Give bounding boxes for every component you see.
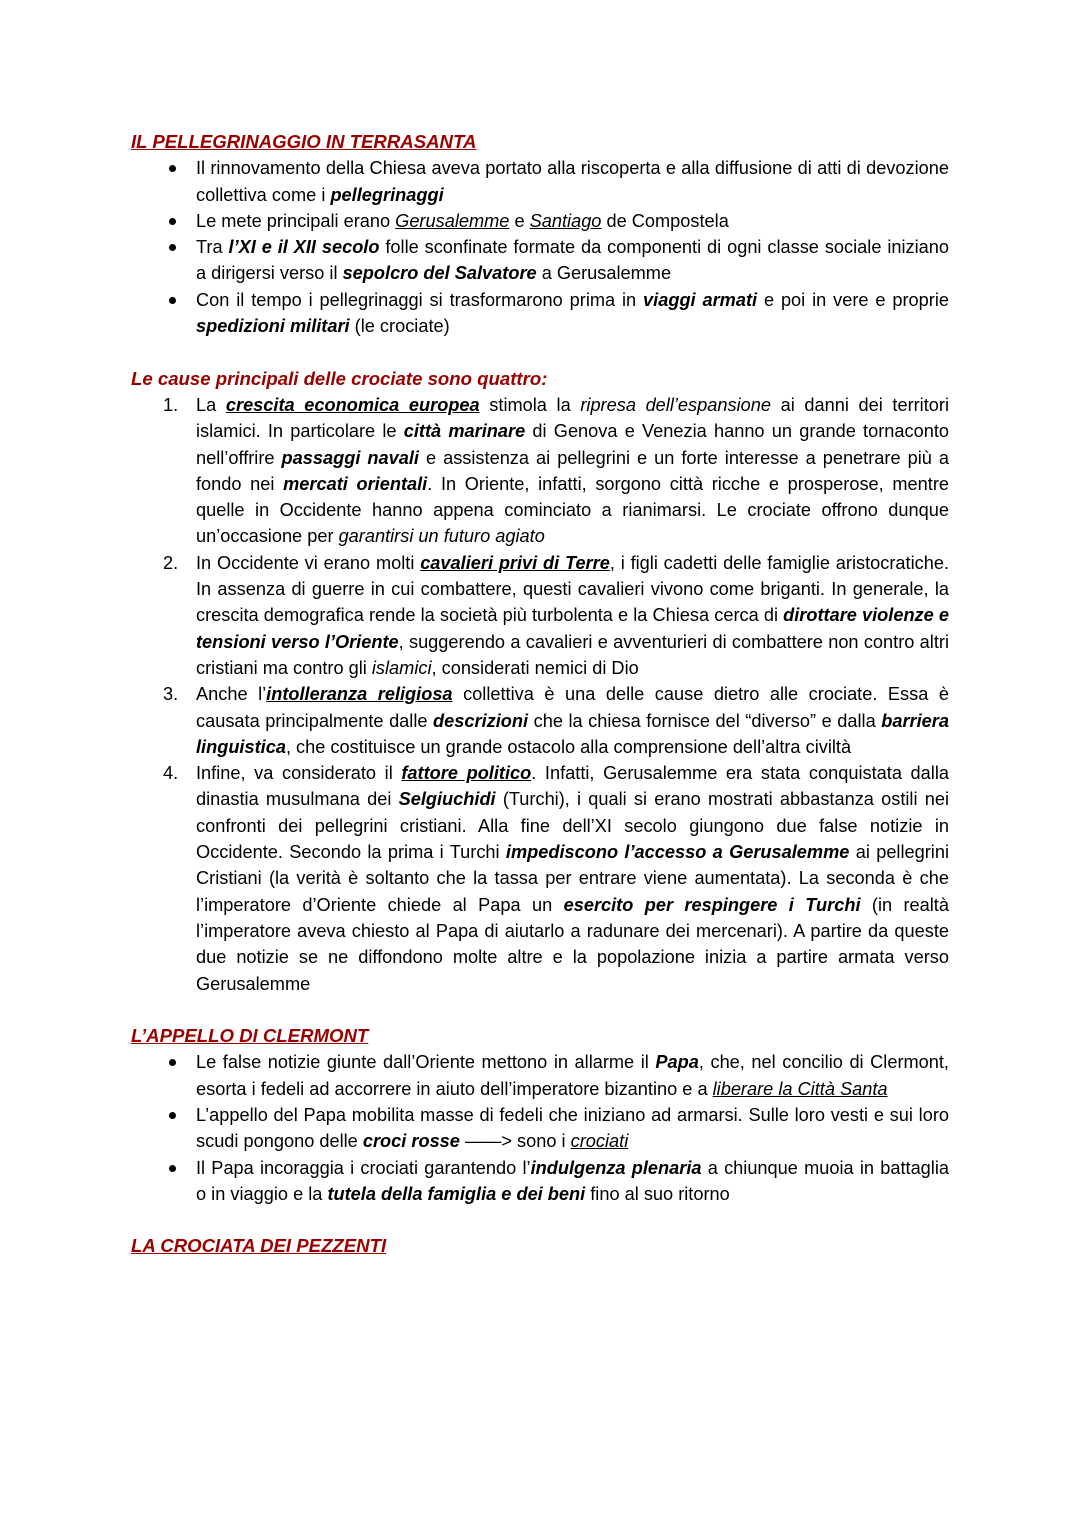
emphasized-text: fattore politico	[401, 763, 532, 784]
emphasized-text: dirottare violenze e tensioni verso l’Oriente	[196, 605, 949, 652]
body-text: L’appello del Papa mobilita masse di fedeli che iniziano ad armarsi. Sulle loro vesti e sui loro scudi pongono delle	[196, 1104, 949, 1152]
emphasized-text: Santiago	[529, 210, 602, 231]
list-item	[131, 1102, 949, 1155]
emphasized-text: l’XI e il XII secolo	[228, 237, 380, 258]
list-item	[131, 760, 949, 997]
body-text: che la chiesa fornisce del “diverso” e dalla	[528, 710, 882, 731]
cause-numbered-list	[131, 392, 949, 997]
spacer	[131, 339, 949, 365]
body-text: Anche l’	[196, 684, 267, 705]
list-number: 3.	[163, 684, 179, 705]
body-text: ai danni dei territori islamici. In particolare le	[196, 394, 949, 442]
body-text: Il rinnovamento della Chiesa aveva portato alla riscoperta e alla diffusione di atti di devozione collettiva come i	[196, 158, 949, 205]
list-number: 2.	[163, 552, 179, 573]
emphasized-text: Gerusalemme	[395, 210, 510, 231]
emphasized-text: passaggi navali	[281, 447, 419, 468]
list-item	[131, 234, 949, 287]
emphasized-text: crescita economica europea	[225, 394, 480, 415]
body-text: (Turchi), i quali si erano mostrati abbastanza ostili nei confronti dei pellegrini cristiani. Alla fine dell’XI secolo giungono due false notizie in Occidente. Secondo la prima i Turchi	[196, 789, 949, 863]
emphasized-text: mercati orientali	[283, 473, 428, 494]
body-text: , che costituisce un grande ostacolo alla comprensione dell’altra civiltà	[285, 736, 852, 757]
body-text: Il Papa incoraggia i crociati garantendo l’	[196, 1157, 531, 1178]
list-number: 4.	[163, 763, 179, 784]
list-item	[131, 1155, 949, 1208]
emphasized-text: impediscono l’accesso a Gerusalemme	[505, 842, 850, 863]
list-item	[131, 287, 949, 340]
emphasized-text: Selgiuchidi	[398, 789, 496, 810]
emphasized-text: esercito per respingere i Turchi	[563, 894, 861, 915]
bullet-icon	[169, 244, 176, 251]
emphasized-text: sepolcro del Salvatore	[342, 263, 537, 284]
body-text: fino al suo ritorno	[585, 1183, 730, 1204]
body-text: , considerati nemici di Dio	[431, 657, 639, 678]
section-heading-cause: Le cause principali delle crociate sono quattro:	[131, 367, 548, 389]
body-text: . In Oriente, infatti, sorgono città ricche e prosperose, mentre quelle in Occidente hanno appena cominciato a rianimarsi. Le crociate offrono dunque un’occasione per	[196, 473, 949, 547]
emphasized-text: intolleranza religiosa	[266, 684, 453, 705]
body-text: . Infatti, Gerusalemme era stata conquistata dalla dinastia musulmana dei	[196, 763, 949, 810]
list-item	[131, 1049, 949, 1102]
body-text: La	[196, 394, 226, 415]
bullet-icon	[169, 297, 176, 304]
body-text: e assistenza ai pellegrini e un forte interesse a penetrare più a fondo nei	[196, 447, 949, 494]
body-text: a chiunque muoia in battaglia o in viaggio e la	[196, 1157, 949, 1204]
body-text: stimola la	[479, 394, 581, 415]
spacer	[131, 997, 949, 1023]
body-text: ai pellegrini Cristiani (la verità è soltanto che la tassa per entrare viene aumentata). La seconda è che l’imperatore d’Oriente chiede al Papa un	[196, 842, 949, 915]
emphasized-text: barriera linguistica	[196, 710, 949, 757]
emphasized-text: Papa	[655, 1052, 699, 1073]
list-item	[131, 550, 949, 681]
emphasized-text: indulgenza plenaria	[530, 1157, 702, 1178]
bullet-icon	[169, 165, 176, 172]
pellegrinaggio-bullet-list	[131, 155, 949, 339]
bullet-icon	[169, 1059, 176, 1066]
emphasized-text: viaggi armati	[643, 289, 758, 310]
list-item	[131, 155, 949, 208]
emphasized-text: spedizioni militari	[196, 316, 350, 337]
document-page	[131, 129, 949, 1260]
body-text: (in realtà l’imperatore aveva chiesto al Papa di aiutarlo a radunare dei mercenari). A partire da queste due notizie se ne diffondono molte altre e la popolazione inizia a partire armata verso Gerusalemme	[196, 894, 949, 994]
body-text: a Gerusalemme	[536, 263, 672, 284]
body-text: (le crociate)	[349, 316, 450, 337]
emphasized-text: croci rosse	[362, 1131, 460, 1152]
body-text: Tra	[196, 237, 229, 258]
list-number: 1.	[163, 394, 179, 415]
list-item	[131, 681, 949, 760]
emphasized-text: islamici	[371, 657, 432, 678]
bullet-icon	[169, 1112, 176, 1119]
clermont-bullet-list	[131, 1049, 949, 1207]
body-text: di Genova e Venezia hanno un grande tornaconto nell’offrire	[196, 421, 949, 468]
emphasized-text: ripresa dell’espansione	[580, 394, 771, 415]
bullet-icon	[169, 1165, 176, 1172]
body-text: ——> sono i	[459, 1131, 571, 1152]
emphasized-text: descrizioni	[433, 710, 529, 731]
body-text: e poi in vere e proprie	[757, 289, 949, 310]
emphasized-text: crociati	[570, 1131, 629, 1152]
emphasized-text: città marinare	[403, 421, 526, 442]
body-text: Le false notizie giunte dall’Oriente mettono in allarme il	[196, 1052, 656, 1073]
body-text: In Occidente vi erano molti	[196, 552, 421, 573]
emphasized-text: liberare la Città Santa	[712, 1078, 888, 1099]
body-text: folle sconfinate formate da componenti di ogni classe sociale iniziano a dirigersi verso il	[196, 237, 949, 284]
body-text: , che, nel concilio di Clermont, esorta i fedeli ad accorrere in aiuto dell’imperatore bizantino e a	[196, 1052, 949, 1099]
section-heading-pellegrinaggio: IL PELLEGRINAGGIO IN TERRASANTA	[131, 131, 477, 152]
section-heading-clermont: L’APPELLO DI CLERMONT	[131, 1025, 369, 1047]
body-text: de Compostela	[601, 210, 729, 231]
emphasized-text: cavalieri privi di Terre	[420, 552, 610, 573]
body-text: Con il tempo i pellegrinaggi si trasformarono prima in	[196, 289, 644, 310]
list-item	[131, 392, 949, 550]
body-text: , i figli cadetti delle famiglie aristocratiche. In assenza di guerre in cui combattere, questi cavalieri vivono come briganti. In generale, la crescita demografica rende la società più turbolenta e la Chiesa cerca di	[196, 552, 949, 626]
body-text: Le mete principali erano	[196, 210, 396, 231]
body-text: collettiva è una delle cause dietro alle crociate. Essa è causata principalmente dalle	[196, 684, 949, 731]
bullet-icon	[169, 218, 176, 225]
body-text: , suggerendo a cavalieri e avventurieri di combattere non contro altri cristiani ma contro gli	[196, 631, 949, 678]
body-text: Infine, va considerato il	[196, 763, 402, 784]
emphasized-text: garantirsi un futuro agiato	[338, 526, 545, 547]
body-text: e	[509, 210, 530, 231]
emphasized-text: tutela della famiglia e dei beni	[327, 1183, 586, 1204]
spacer	[131, 1207, 949, 1233]
list-item	[131, 208, 949, 234]
section-heading-pezzenti: LA CROCIATA DEI PEZZENTI	[131, 1235, 387, 1257]
emphasized-text: pellegrinaggi	[330, 184, 444, 205]
